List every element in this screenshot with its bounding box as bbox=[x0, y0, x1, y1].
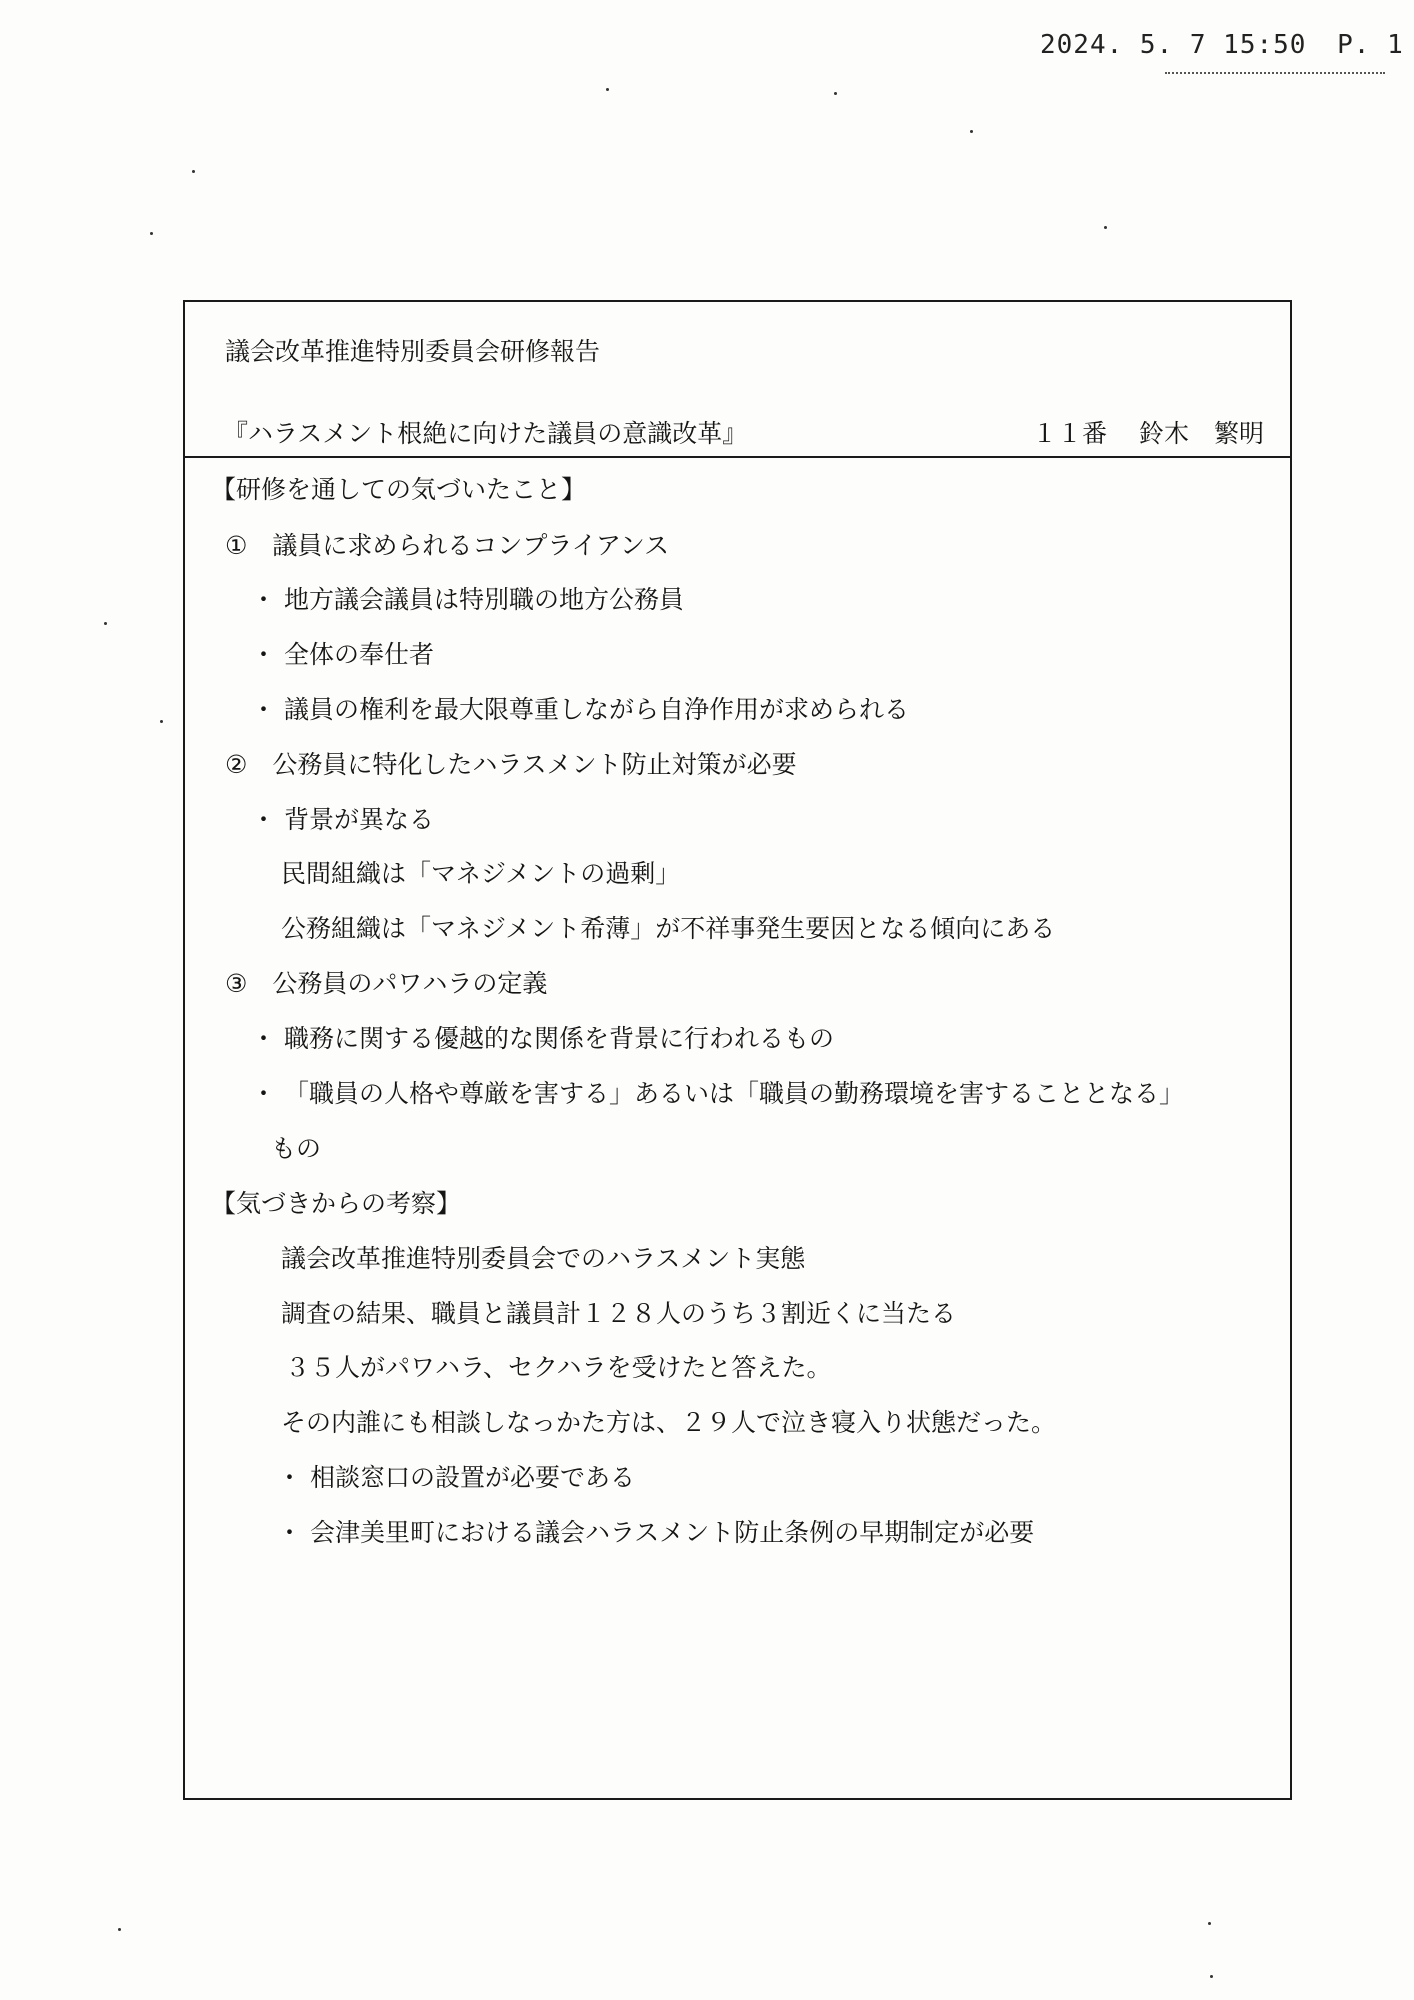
body-line: もの bbox=[271, 1134, 322, 1163]
report-box bbox=[183, 300, 1292, 1800]
report-header bbox=[185, 302, 1290, 458]
bullet-item: ・ 職務に関する優越的な関係を背景に行われるもの bbox=[251, 1024, 834, 1053]
fax-header bbox=[1040, 30, 1404, 60]
body-line: 議会改革推進特別委員会でのハラスメント実態 bbox=[281, 1244, 806, 1273]
scan-speck bbox=[1208, 1922, 1211, 1925]
section-heading-awareness: 【研修を通しての気づいたこと】 bbox=[211, 475, 587, 504]
scan-speck bbox=[192, 170, 195, 173]
fax-header-rule bbox=[1165, 72, 1385, 74]
point-heading-1: ① 議員に求められるコンプライアンス bbox=[225, 531, 670, 560]
fax-page-number: P. 1 bbox=[1337, 30, 1404, 60]
section-heading-consideration: 【気づきからの考察】 bbox=[211, 1189, 462, 1218]
bullet-item: ・ 議員の権利を最大限尊重しながら自浄作用が求められる bbox=[251, 695, 909, 724]
fax-timestamp: 2024. 5. 7 15:50 bbox=[1040, 30, 1307, 60]
scan-speck bbox=[150, 232, 153, 235]
bullet-item: ・ 地方議会議員は特別職の地方公務員 bbox=[251, 585, 684, 614]
body-line: ３５人がパワハラ、セクハラを受けたと答えた。 bbox=[285, 1353, 832, 1382]
report-type: 議会改革推進特別委員会研修報告 bbox=[225, 337, 601, 366]
body-line: 調査の結果、職員と議員計１２８人のうち３割近くに当たる bbox=[281, 1299, 957, 1328]
point-heading-3: ③ 公務員のパワハラの定義 bbox=[225, 969, 548, 998]
presenter bbox=[1032, 414, 1264, 450]
scan-speck bbox=[1104, 226, 1107, 229]
presenter-number: １１番 bbox=[1032, 419, 1108, 448]
bullet-item: ・ 相談窓口の設置が必要である bbox=[277, 1463, 635, 1492]
scan-speck bbox=[1210, 1975, 1213, 1978]
scan-speck bbox=[606, 88, 609, 91]
scan-speck bbox=[834, 92, 837, 95]
scan-speck bbox=[970, 130, 973, 133]
bullet-item: ・ 全体の奉仕者 bbox=[251, 640, 434, 669]
body-line: その内誰にも相談しなっかた方は、２９人で泣き寝入り状態だった。 bbox=[281, 1408, 1057, 1437]
report-title: 『ハラスメント根絶に向けた議員の意識改革』 bbox=[223, 419, 748, 448]
bullet-item: ・ 背景が異なる bbox=[251, 805, 434, 834]
bullet-item: ・ 「職員の人格や尊厳を害する」あるいは「職員の勤務環境を害することとなる」 bbox=[251, 1079, 1184, 1108]
body-line: 民間組織は「マネジメントの過剰」 bbox=[281, 859, 681, 888]
point-heading-2: ② 公務員に特化したハラスメント防止対策が必要 bbox=[225, 750, 797, 779]
scan-speck bbox=[118, 1928, 121, 1931]
presenter-name: 鈴木 繁明 bbox=[1138, 419, 1264, 448]
bullet-item: ・ 会津美里町における議会ハラスメント防止条例の早期制定が必要 bbox=[277, 1518, 1035, 1547]
scan-speck bbox=[104, 622, 107, 625]
body-line: 公務組織は「マネジメント希薄」が不祥事発生要因となる傾向にある bbox=[281, 914, 1056, 943]
scan-speck bbox=[160, 720, 163, 723]
